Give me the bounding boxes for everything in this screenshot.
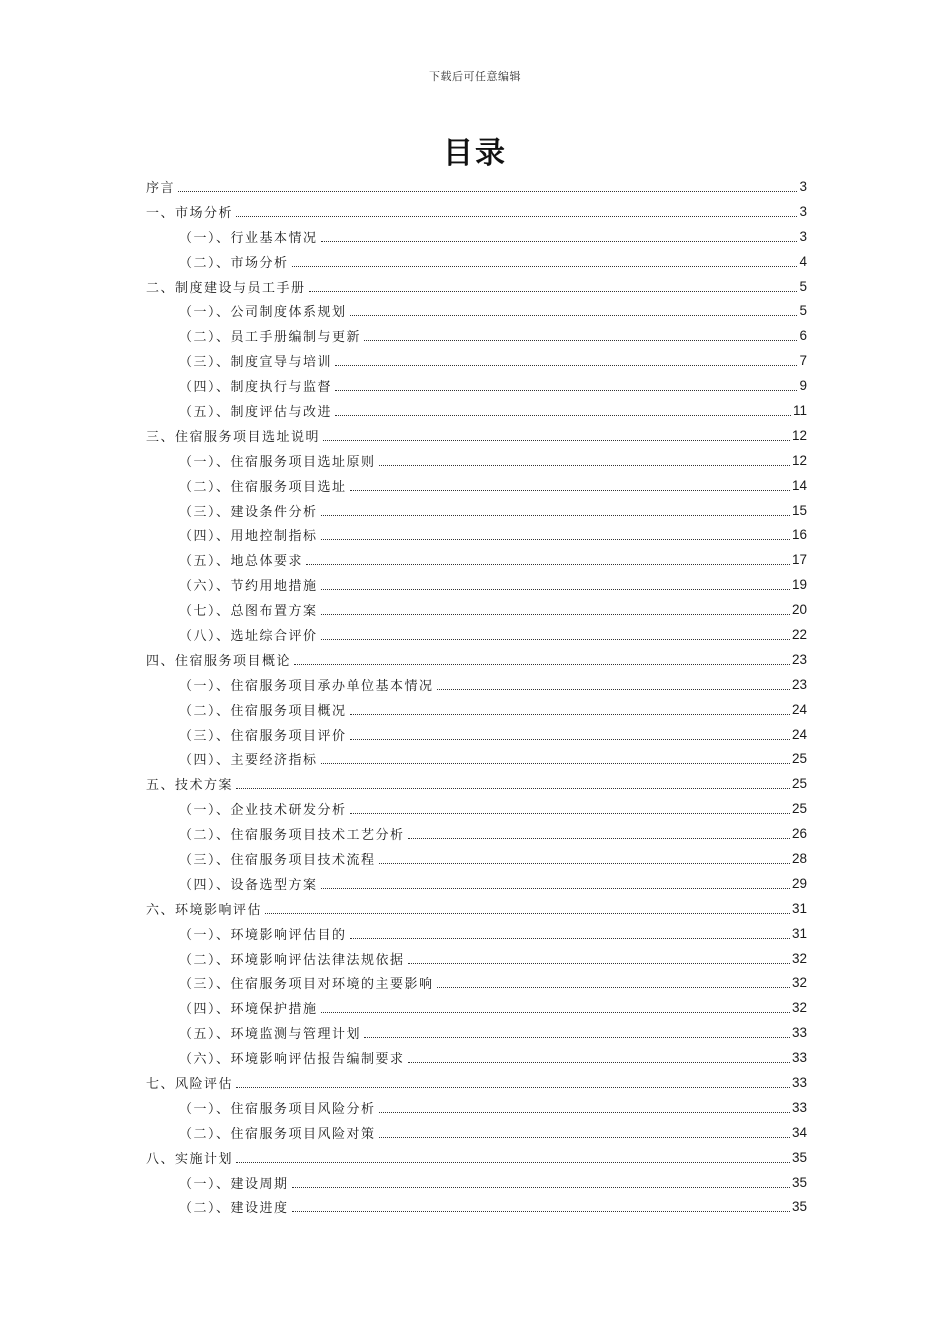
toc-entry-section[interactable]	[146, 448, 807, 473]
toc-dot-leader	[292, 1187, 790, 1188]
toc-dot-leader	[265, 913, 790, 914]
toc-entry-label: （二）、环境影响评估法律法规依据	[179, 949, 406, 968]
toc-entry-page-number: 33	[791, 1099, 807, 1115]
toc-dot-leader	[379, 1112, 790, 1113]
toc-entry-label: 五、技术方案	[146, 774, 234, 793]
toc-dot-leader	[236, 1087, 790, 1088]
toc-entry-chapter[interactable]	[146, 896, 807, 921]
toc-entry-label: （五）、制度评估与改进	[179, 401, 333, 420]
toc-entry-page-number: 9	[799, 378, 807, 394]
toc-entry-section[interactable]	[146, 1120, 807, 1145]
toc-entry-label: （六）、节约用地措施	[179, 575, 319, 594]
toc-entry-section[interactable]	[146, 672, 807, 697]
toc-entry-section[interactable]	[146, 971, 807, 996]
toc-entry-page-number: 3	[799, 178, 807, 194]
toc-entry-chapter[interactable]	[146, 771, 807, 796]
toc-entry-label: （三）、住宿服务项目对环境的主要影响	[179, 973, 435, 992]
toc-entry-label: （四）、用地控制指标	[179, 525, 319, 544]
toc-entry-page-number: 29	[791, 875, 807, 891]
toc-entry-label: 三、住宿服务项目选址说明	[146, 426, 321, 445]
toc-entry-label: （四）、主要经济指标	[179, 749, 319, 768]
toc-dot-leader	[178, 191, 797, 192]
toc-dot-leader	[292, 1211, 790, 1212]
toc-entry-label: （一）、住宿服务项目承办单位基本情况	[179, 675, 435, 694]
toc-dot-leader	[236, 1162, 790, 1163]
toc-dot-leader	[350, 315, 798, 316]
toc-dot-leader	[350, 938, 790, 939]
toc-entry-page-number: 31	[791, 925, 807, 941]
page-header-note: 下载后可任意编辑	[429, 70, 521, 83]
toc-entry-page-number: 33	[791, 1050, 807, 1066]
toc-entry-section[interactable]	[146, 398, 807, 423]
toc-entry-section[interactable]	[146, 547, 807, 572]
toc-entry-page-number: 4	[799, 253, 807, 269]
toc-entry-label: （二）、市场分析	[179, 252, 290, 271]
toc-entry-section[interactable]	[146, 622, 807, 647]
toc-entry-label: （四）、环境保护措施	[179, 998, 319, 1017]
toc-entry-section[interactable]	[146, 323, 807, 348]
toc-entry-page-number: 35	[791, 1149, 807, 1165]
toc-dot-leader	[321, 515, 790, 516]
toc-entry-section[interactable]	[146, 921, 807, 946]
toc-dot-leader	[292, 266, 798, 267]
toc-dot-leader	[379, 863, 790, 864]
toc-entry-page-number: 15	[791, 502, 807, 518]
toc-entry-section[interactable]	[146, 597, 807, 622]
toc-entry-label: 四、住宿服务项目概论	[146, 650, 292, 669]
toc-dot-leader	[350, 739, 790, 740]
toc-entry-section[interactable]	[146, 796, 807, 821]
toc-entry-label: 序言	[146, 177, 176, 196]
toc-dot-leader	[321, 888, 790, 889]
toc-entry-label: 六、环境影响评估	[146, 899, 263, 918]
toc-dot-leader	[236, 216, 797, 217]
toc-entry-page-number: 3	[799, 203, 807, 219]
toc-entry-section[interactable]	[146, 846, 807, 871]
toc-entry-section[interactable]	[146, 697, 807, 722]
toc-entry-page-number: 28	[791, 850, 807, 866]
toc-entry-section[interactable]	[146, 224, 807, 249]
toc-dot-leader	[335, 415, 791, 416]
toc-entry-page-number: 17	[791, 552, 807, 568]
toc-entry-page-number: 3	[799, 228, 807, 244]
toc-dot-leader	[364, 1037, 790, 1038]
toc-dot-leader	[379, 1137, 790, 1138]
toc-entry-page-number: 32	[791, 1000, 807, 1016]
toc-entry-label: （五）、环境监测与管理计划	[179, 1023, 362, 1042]
toc-entry-label: （二）、住宿服务项目选址	[179, 476, 348, 495]
toc-dot-leader	[335, 365, 797, 366]
toc-entry-page-number: 12	[791, 452, 807, 468]
toc-entry-section[interactable]	[146, 946, 807, 971]
toc-entry-chapter[interactable]	[146, 274, 807, 299]
toc-entry-label: （三）、住宿服务项目技术流程	[179, 849, 377, 868]
toc-dot-leader	[364, 340, 797, 341]
toc-entry-section[interactable]	[146, 522, 807, 547]
toc-entry-section[interactable]	[146, 572, 807, 597]
toc-entry-section[interactable]	[146, 498, 807, 523]
toc-entry-page-number: 33	[791, 1025, 807, 1041]
toc-entry-label: 二、制度建设与员工手册	[146, 277, 307, 296]
toc-entry-section[interactable]	[146, 871, 807, 896]
toc-entry-label: （二）、建设进度	[179, 1197, 290, 1216]
toc-entry-label: （一）、住宿服务项目选址原则	[179, 451, 377, 470]
toc-entry-page-number: 14	[791, 477, 807, 493]
toc-entry-label: （一）、公司制度体系规划	[179, 301, 348, 320]
toc-entry-page-number: 25	[791, 751, 807, 767]
toc-entry-section[interactable]	[146, 1095, 807, 1120]
toc-entry-section[interactable]	[146, 373, 807, 398]
toc-entry-section[interactable]	[146, 746, 807, 771]
toc-entry-page-number: 32	[791, 975, 807, 991]
toc-entry-page-number: 16	[791, 527, 807, 543]
toc-dot-leader	[350, 714, 790, 715]
toc-entry-label: （四）、制度执行与监督	[179, 376, 333, 395]
toc-dot-leader	[321, 614, 790, 615]
toc-entry-page-number: 22	[791, 626, 807, 642]
toc-entry-label: （一）、建设周期	[179, 1173, 290, 1192]
toc-entry-label: （一）、行业基本情况	[179, 227, 319, 246]
toc-entry-page-number: 26	[791, 826, 807, 842]
toc-entry-page-number: 24	[791, 726, 807, 742]
toc-dot-leader	[321, 589, 790, 590]
toc-entry-section[interactable]	[146, 298, 807, 323]
toc-entry-section[interactable]	[146, 249, 807, 274]
toc-dot-leader	[350, 813, 790, 814]
toc-entry-chapter[interactable]	[146, 1145, 807, 1170]
toc-dot-leader	[379, 465, 790, 466]
toc-entry-page-number: 19	[791, 577, 807, 593]
toc-dot-leader	[309, 291, 798, 292]
toc-entry-label: （一）、环境影响评估目的	[179, 924, 348, 943]
toc-entry-page-number: 20	[791, 602, 807, 618]
toc-entry-label: （二）、住宿服务项目技术工艺分析	[179, 824, 406, 843]
toc-entry-label: （二）、员工手册编制与更新	[179, 326, 362, 345]
toc-entry-label: （三）、住宿服务项目评价	[179, 725, 348, 744]
toc-entry-page-number: 35	[791, 1199, 807, 1215]
toc-entry-section[interactable]	[146, 348, 807, 373]
toc-entry-label: （五）、地总体要求	[179, 550, 304, 569]
toc-dot-leader	[321, 763, 790, 764]
toc-entry-label: 八、实施计划	[146, 1148, 234, 1167]
toc-entry-section[interactable]	[146, 995, 807, 1020]
toc-entry-label: （六）、环境影响评估报告编制要求	[179, 1048, 406, 1067]
toc-dot-leader	[350, 490, 790, 491]
toc-entry-page-number: 7	[799, 353, 807, 369]
toc-entry-label: （一）、住宿服务项目风险分析	[179, 1098, 377, 1117]
toc-entry-section[interactable]	[146, 1195, 807, 1220]
toc-entry-label: 一、市场分析	[146, 202, 234, 221]
toc-entry-chapter[interactable]	[146, 1070, 807, 1095]
toc-entry-label: 七、风险评估	[146, 1073, 234, 1092]
toc-entry-section[interactable]	[146, 1170, 807, 1195]
toc-dot-leader	[306, 564, 790, 565]
toc-entry-page-number: 5	[799, 303, 807, 319]
toc-entry-page-number: 35	[791, 1174, 807, 1190]
toc-entry-label: （三）、制度宣导与培训	[179, 351, 333, 370]
toc-dot-leader	[321, 539, 790, 540]
toc-entry-section[interactable]	[146, 821, 807, 846]
toc-dot-leader	[335, 390, 797, 391]
toc-entry-page-number: 34	[791, 1124, 807, 1140]
toc-entry-section[interactable]	[146, 473, 807, 498]
toc-dot-leader	[321, 241, 798, 242]
table-of-contents	[146, 174, 807, 1219]
toc-title: 目录	[443, 136, 507, 171]
toc-entry-section[interactable]	[146, 722, 807, 747]
toc-entry-page-number: 23	[791, 651, 807, 667]
toc-entry-label: （二）、住宿服务项目风险对策	[179, 1123, 377, 1142]
toc-entry-page-number: 11	[792, 402, 807, 418]
toc-dot-leader	[236, 788, 790, 789]
toc-entry-label: （七）、总图布置方案	[179, 600, 319, 619]
toc-entry-chapter[interactable]	[146, 647, 807, 672]
toc-entry-label: （一）、企业技术研发分析	[179, 799, 348, 818]
toc-dot-leader	[408, 963, 790, 964]
toc-entry-page-number: 33	[791, 1075, 807, 1090]
toc-entry-label: （二）、住宿服务项目概况	[179, 700, 348, 719]
toc-dot-leader	[321, 1012, 790, 1013]
toc-entry-page-number: 31	[791, 900, 807, 916]
toc-entry-page-number: 23	[791, 676, 807, 692]
toc-entry-page-number: 5	[799, 278, 807, 294]
toc-entry-section[interactable]	[146, 1045, 807, 1070]
toc-entry-chapter[interactable]	[146, 199, 807, 224]
toc-entry-page-number: 25	[791, 776, 807, 792]
toc-entry-page-number: 12	[791, 427, 807, 443]
toc-entry-chapter[interactable]	[146, 423, 807, 448]
toc-entry-section[interactable]	[146, 1020, 807, 1045]
toc-dot-leader	[408, 838, 790, 839]
toc-dot-leader	[437, 987, 790, 988]
toc-entry-page-number: 25	[791, 801, 807, 817]
toc-entry-label: （三）、建设条件分析	[179, 501, 319, 520]
toc-dot-leader	[323, 440, 790, 441]
toc-entry-label: （八）、选址综合评价	[179, 625, 319, 644]
toc-dot-leader	[408, 1062, 790, 1063]
toc-entry-chapter[interactable]	[146, 174, 807, 199]
toc-entry-page-number: 6	[799, 328, 807, 344]
toc-dot-leader	[321, 639, 790, 640]
toc-dot-leader	[294, 664, 790, 665]
toc-entry-page-number: 24	[791, 701, 807, 717]
toc-entry-page-number: 32	[791, 950, 807, 966]
toc-dot-leader	[437, 689, 790, 690]
toc-entry-label: （四）、设备选型方案	[179, 874, 319, 893]
